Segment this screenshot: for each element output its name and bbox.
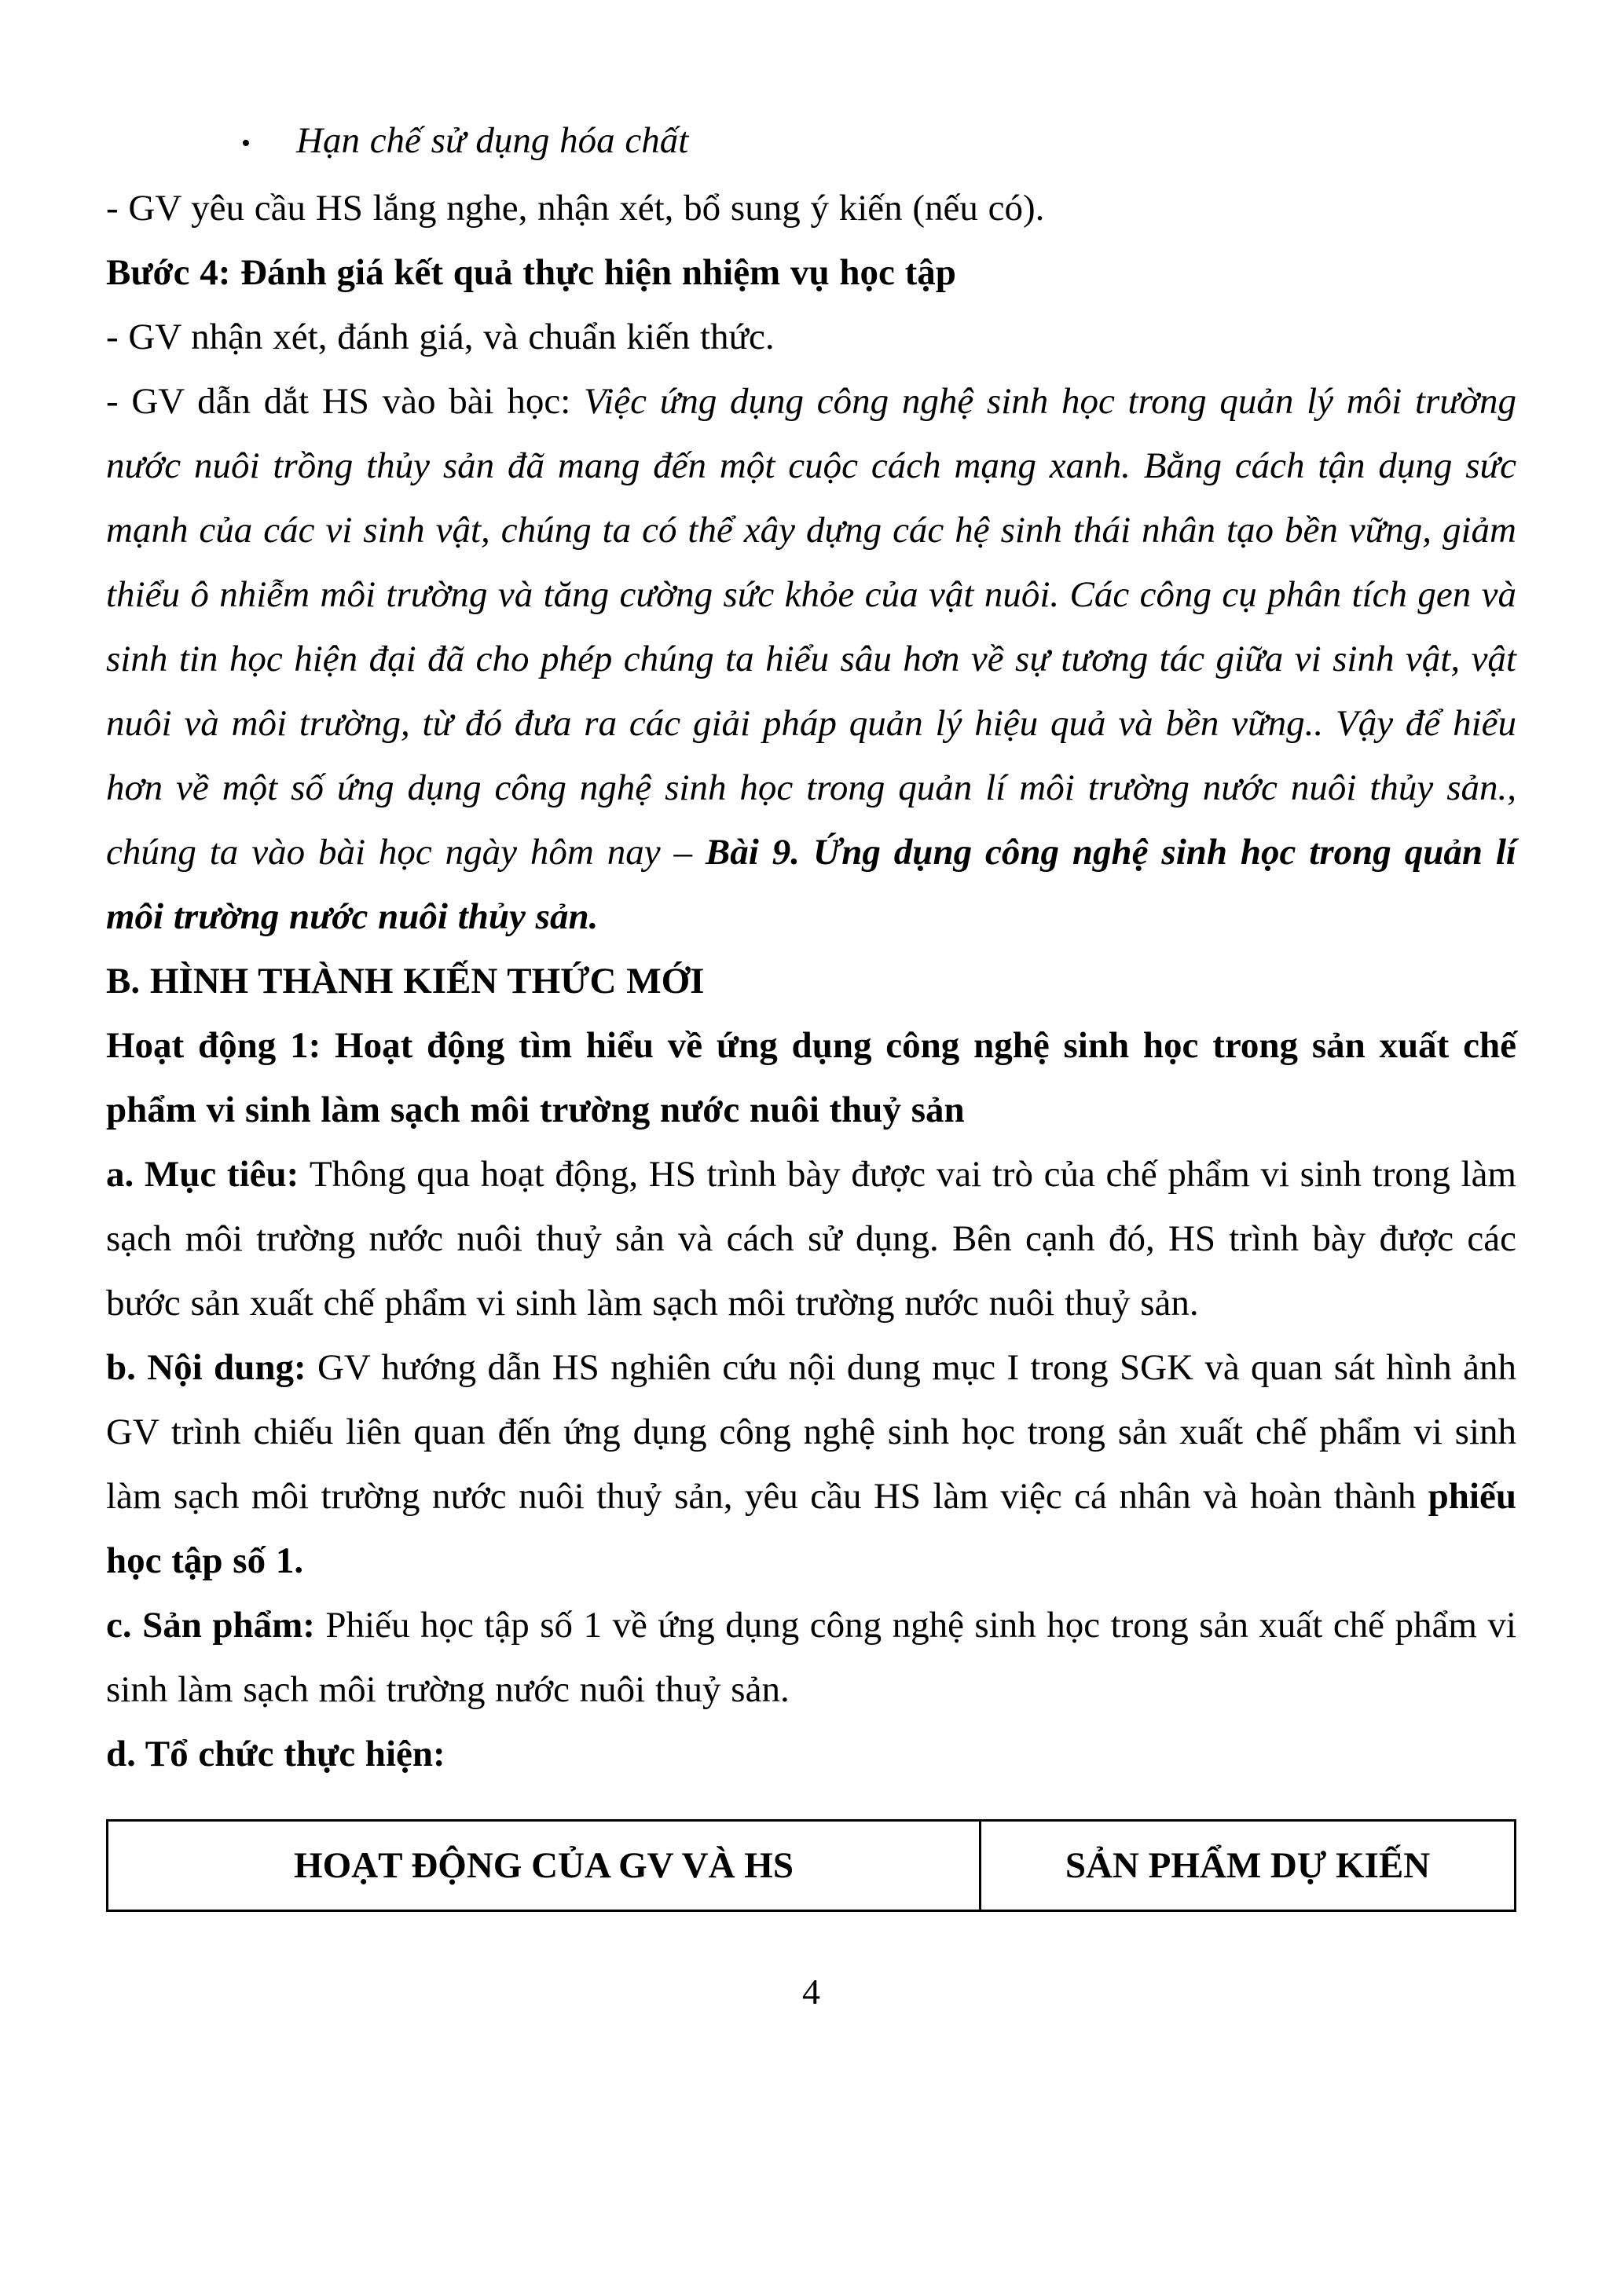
bullet-icon: •: [241, 129, 251, 159]
text-run: Phiếu học tập số 1 về ứng dụng công nghệ sinh học trong sản xuất chế phẩm vi sinh làm sạch môi trường nước nuôi thuỷ sản.: [106, 1605, 1516, 1711]
page-footer: [106, 1968, 1516, 2016]
text-run: phiếu học tập số 1.: [106, 1476, 1516, 1582]
text-run: - GV yêu cầu HS lắng nghe, nhận xét, bổ sung ý kiến (nếu có).: [106, 188, 1045, 229]
paragraph: [106, 1142, 1516, 1335]
paragraph: [106, 240, 1516, 305]
paragraph: [106, 176, 1516, 240]
text-run: c. Sản phẩm:: [106, 1605, 326, 1646]
text-run: Hoạt động 1: Hoạt động tìm hiểu về ứng dụng công nghệ sinh học trong sản xuất chế phẩm vi sinh làm sạch môi trường nước nuôi thuỷ sản: [106, 1025, 1516, 1131]
list-item: [106, 108, 1516, 176]
table-header-row: [108, 1821, 1516, 1911]
text-run: - GV nhận xét, đánh giá, và chuẩn kiến thức.: [106, 317, 775, 358]
text-run: B. HÌNH THÀNH KIẾN THỨC MỚI: [106, 961, 705, 1002]
text-run: Thông qua hoạt động, HS trình bày được vai trò của chế phẩm vi sinh trong làm sạch môi trường nước nuôi thuỷ sản và cách sử dụng. Bên cạnh đó, HS trình bày được các bước sản xuất chế phẩm vi sinh làm sạch môi trường nước nuôi thuỷ sản.: [106, 1154, 1516, 1324]
text-run: Hạn chế sử dụng hóa chất: [296, 120, 689, 161]
text-run: Bài 9. Ứng dụng công nghệ sinh học trong quản lí môi trường nước nuôi thủy sản.: [106, 832, 1516, 938]
page-number: 4: [802, 1972, 820, 2012]
paragraph: [106, 305, 1516, 369]
text-run: - GV dẫn dắt HS vào bài học:: [106, 381, 584, 423]
paragraph: [106, 1593, 1516, 1722]
text-run: b. Nội dung:: [106, 1347, 317, 1389]
table-header-gv-hs: HOẠT ĐỘNG CỦA GV VÀ HS: [108, 1821, 981, 1911]
text-run: Việc ứng dụng công nghệ sinh học trong quản lý môi trường nước nuôi trồng thủy sản đã mang đến một cuộc cách mạng xanh. Bằng cách tận dụng sức mạnh của các vi sinh vật, chúng ta có thể xây dựng các hệ sinh thái nhân tạo bền vững, giảm thiểu ô nhiễm môi trường và tăng cường sức khỏe của vật nuôi. Các công cụ phân tích gen và sinh tin học hiện đại đã cho phép chúng ta hiểu sâu hơn về sự tương tác giữa vi sinh vật, vật nuôi và môi trường, từ đó đưa ra các giải pháp quản lý hiệu quả và bền vững.. Vậy để hiểu hơn về một số ứng dụng công nghệ sinh học trong quản lí môi trường nước nuôi thủy sản., chúng ta vào bài học ngày hôm nay –: [106, 381, 1517, 873]
text-run: GV hướng dẫn HS nghiên cứu nội dung mục I trong SGK và quan sát hình ảnh GV trình chiếu liên quan đến ứng dụng công nghệ sinh học trong sản xuất chế phẩm vi sinh làm sạch môi trường nước nuôi thuỷ sản, yêu cầu HS làm việc cá nhân và hoàn thành: [106, 1347, 1516, 1518]
text-run: Bước 4: Đánh giá kết quả thực hiện nhiệm vụ học tập: [106, 252, 956, 294]
paragraph: [106, 949, 1516, 1013]
paragraph: [106, 369, 1516, 949]
document-body: [106, 108, 1516, 1786]
paragraph: [106, 1013, 1516, 1142]
paragraph: [106, 1722, 1516, 1786]
activity-table: [106, 1819, 1516, 1912]
text-run: d. Tổ chức thực hiện:: [106, 1734, 445, 1775]
table-header-san-pham: SẢN PHẨM DỰ KIẾN: [981, 1821, 1516, 1911]
paragraph: [106, 1335, 1516, 1593]
text-run: a. Mục tiêu:: [106, 1154, 310, 1196]
